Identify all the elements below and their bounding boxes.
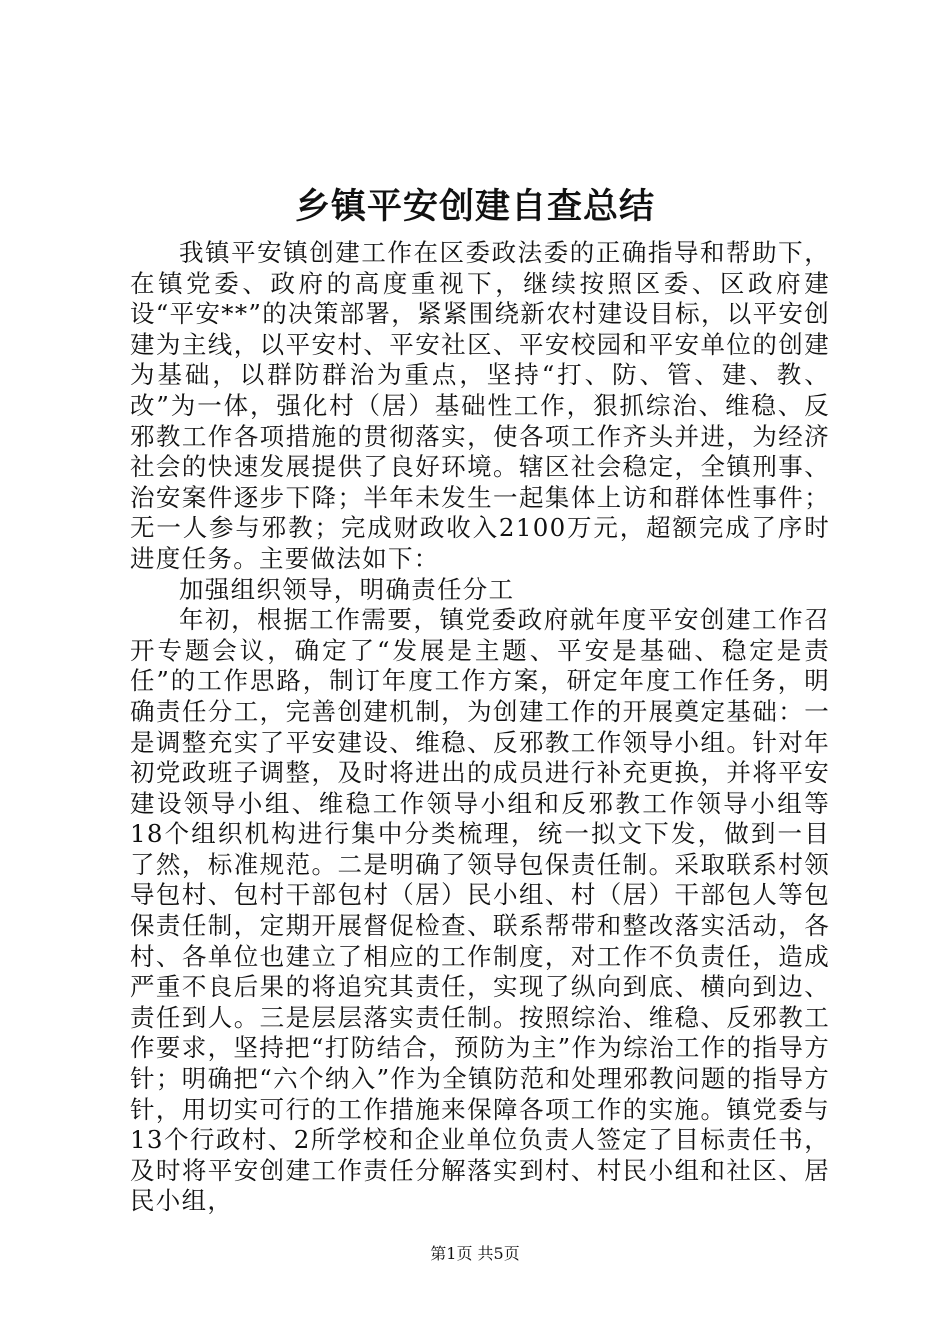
intro-paragraph: 我镇平安镇创建工作在区委政法委的正确指导和帮助下，在镇党委、政府的高度重视下，继续按照区委、区政府建设“平安**”的决策部署，紧紧围绕新农村建设目标，以平安创建为主线，以平安村、平安社区、平安校园和平安单位的创建为基础，以群防群治为重点，坚持“打、防、管、建、教、改”为一体，强化村（居）基础性工作，狠抓综治、维稳、反邪教工作各项措施的贯彻落实，使各项工作齐头并进，为经济社会的快速发展提供了良好环境。辖区社会稳定，全镇刑事、治安案件逐步下降；半年未发生一起集体上访和群体性事件；无一人参与邪教；完成财政收入2100万元，超额完成了序时进度任务。主要做法如下： bbox=[130, 238, 830, 573]
section-heading: 加强组织领导，明确责任分工 bbox=[179, 574, 515, 604]
body-paragraph: 年初，根据工作需要，镇党委政府就年度平安创建工作召开专题会议，确定了“发展是主题、平安是基础、稳定是责任”的工作思路，制订年度工作方案，研定年度工作任务，明确责任分工，完善创建机制，为创建工作的开展奠定基础：一是调整充实了平安建设、维稳、反邪教工作领导小组。针对年初党政班子调整，及时将进出的成员进行补充更换，并将平安建设领导小组、维稳工作领导小组和反邪教工作领导小组等18个组织机构进行集中分类梳理，统一拟文下发，做到一目了然，标准规范。二是明确了领导包保责任制。采取联系村领导包村、包村干部包村（居）民小组、村（居）干部包人等包保责任制，定期开展督促检查、联系帮带和整改落实活动，各村、各单位也建立了相应的工作制度，对工作不负责任，造成严重不良后果的将追究其责任，实现了纵向到底、横向到边、责任到人。三是层层落实责任制。按照综治、维稳、反邪教工作要求，坚持把“打防结合，预防为主”作为综治工作的指导方针；明确把“六个纳入”作为全镇防范和处理邪教问题的指导方针，用切实可行的工作措施来保障各项工作的实施。镇党委与13个行政村、2所学校和企业单位负责人签定了目标责任书，及时将平安创建工作责任分解落实到村、村民小组和社区、居民小组， bbox=[130, 605, 830, 1216]
document-body bbox=[130, 238, 830, 1217]
page-number-footer: 第1页 共5页 bbox=[430, 1244, 520, 1263]
document-title: 乡镇平安创建自查总结 bbox=[294, 186, 655, 227]
